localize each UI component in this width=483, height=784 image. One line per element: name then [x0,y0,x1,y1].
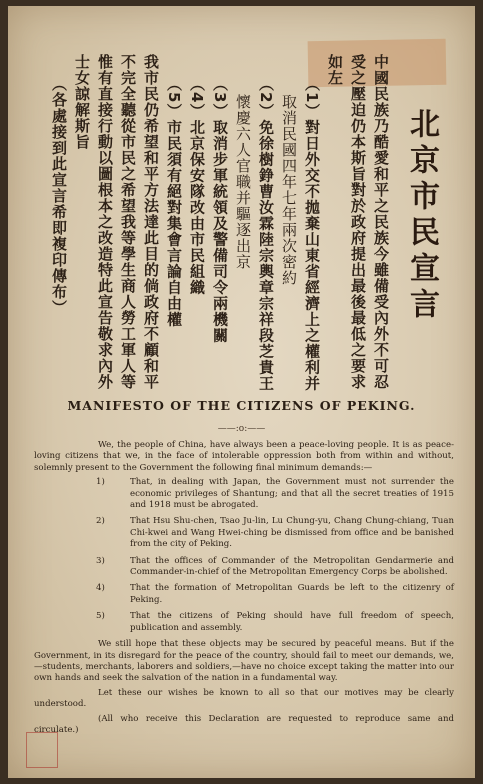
chinese-closing-line: 士女諒解斯旨 [73,54,91,150]
chinese-intro-line: 中國民族乃酷愛和平之民族今雖備受內外不可忍 [372,54,390,390]
demand-text: That the citizens of Peking should have full freedom of speech, publication and assembly. [130,611,454,633]
chinese-closing-line: 不完全聽從市民之希望我等學生商人勞工軍人等 [119,54,137,390]
english-demands-list [34,477,454,634]
chinese-note: （各處接到此宣言希即複印傳布） [50,76,68,316]
chinese-closing-line: 惟有直接行動以圖根本之改造特此宣告敬求內外 [96,54,114,390]
english-manifesto [34,440,454,739]
chinese-demand-1-cont: 取消民國四年七年兩次密約 [280,94,298,286]
chinese-demand-4: （4）北京保安隊改由市民組織 [188,76,206,296]
demand-item [34,477,454,511]
demand-text: That, in dealing with Japan, the Government must not surrender the economic privileges of Shantung; and that all the secret treaties of 1915 and 1918 must be abrogated. [130,477,454,511]
demand-text: That Hsu Shu-chen, Tsao Ju-lin, Lu Chung-yu, Chang Chung-chiang, Tuan Chi-kwei and Wang Hwei-ching be dismissed from office and be banished from the city of Peking. [130,516,454,550]
divider-ornament: ——:o:—— [217,424,266,434]
chinese-demand-3: （3）取消步軍統領及警備司令兩機關 [211,76,229,344]
demand-text: That the formation of Metropolitan Guards be left to the citizenry of Peking. [130,583,454,605]
chinese-demand-2: （2）免徐樹錚曹汝霖陸宗輿章宗祥段芝貴王 [257,76,275,392]
demand-item [34,556,454,579]
red-seal-stamp [26,732,58,768]
english-wish-paragraph: Let these our wishes be known to all so that our motives may be clearly understood. [34,687,454,710]
english-title: MANIFESTO OF THE CITIZENS OF PEKING. [67,398,416,413]
demand-number: 5) [96,611,105,622]
english-hope-paragraph: We still hope that these objects may be secured by peaceful means. But if the Government, in its disregard for the peace of the country, should fail to meet our demands, we,—students, merchants, laborers and soldiers,—have no choice except taking the matter into our own hands and seek the salvation of the nation in a fundamental way. [34,639,454,684]
manifesto-sheet [8,6,475,778]
chinese-demand-1: （1）對日外交不拋棄山東省經濟上之權利并 [303,76,321,392]
demand-number: 2) [96,516,105,527]
demand-text: That the offices of Commander of the Metropolitan Gendarmerie and Commander-in-chief of the Metropolitan Emergency Corps be abolished. [130,555,454,578]
demand-item [34,583,454,606]
demand-number: 3) [96,555,105,566]
demand-number: 4) [96,583,105,594]
demand-item [34,611,454,634]
english-intro: We, the people of China, have always been a peace-loving people. It is as peace-loving citizens that we, in the face of intolerable oppression both from within and without, solemnly present to the Government the following final minimum demands:— [34,440,454,473]
demand-number: 1) [96,477,105,488]
chinese-title: 北京市民宣言 [404,108,439,324]
chinese-intro-line: 如左 [326,54,344,86]
demand-item [34,516,454,550]
chinese-intro-line: 受之壓迫仍本斯旨對於政府提出最後最低之要求 [349,54,367,390]
chinese-demand-2-cont: 懷慶六人官職并驅逐出京 [234,94,252,270]
chinese-demand-5: （5）市民須有絕對集會言論自由權 [165,76,183,328]
chinese-closing-line: 我市民仍希望和平方法達此目的倘政府不顧和平 [142,54,160,390]
english-note: (All who receive this Declaration are requested to reproduce same and circulate.) [34,713,454,735]
chinese-manifesto [38,54,443,392]
